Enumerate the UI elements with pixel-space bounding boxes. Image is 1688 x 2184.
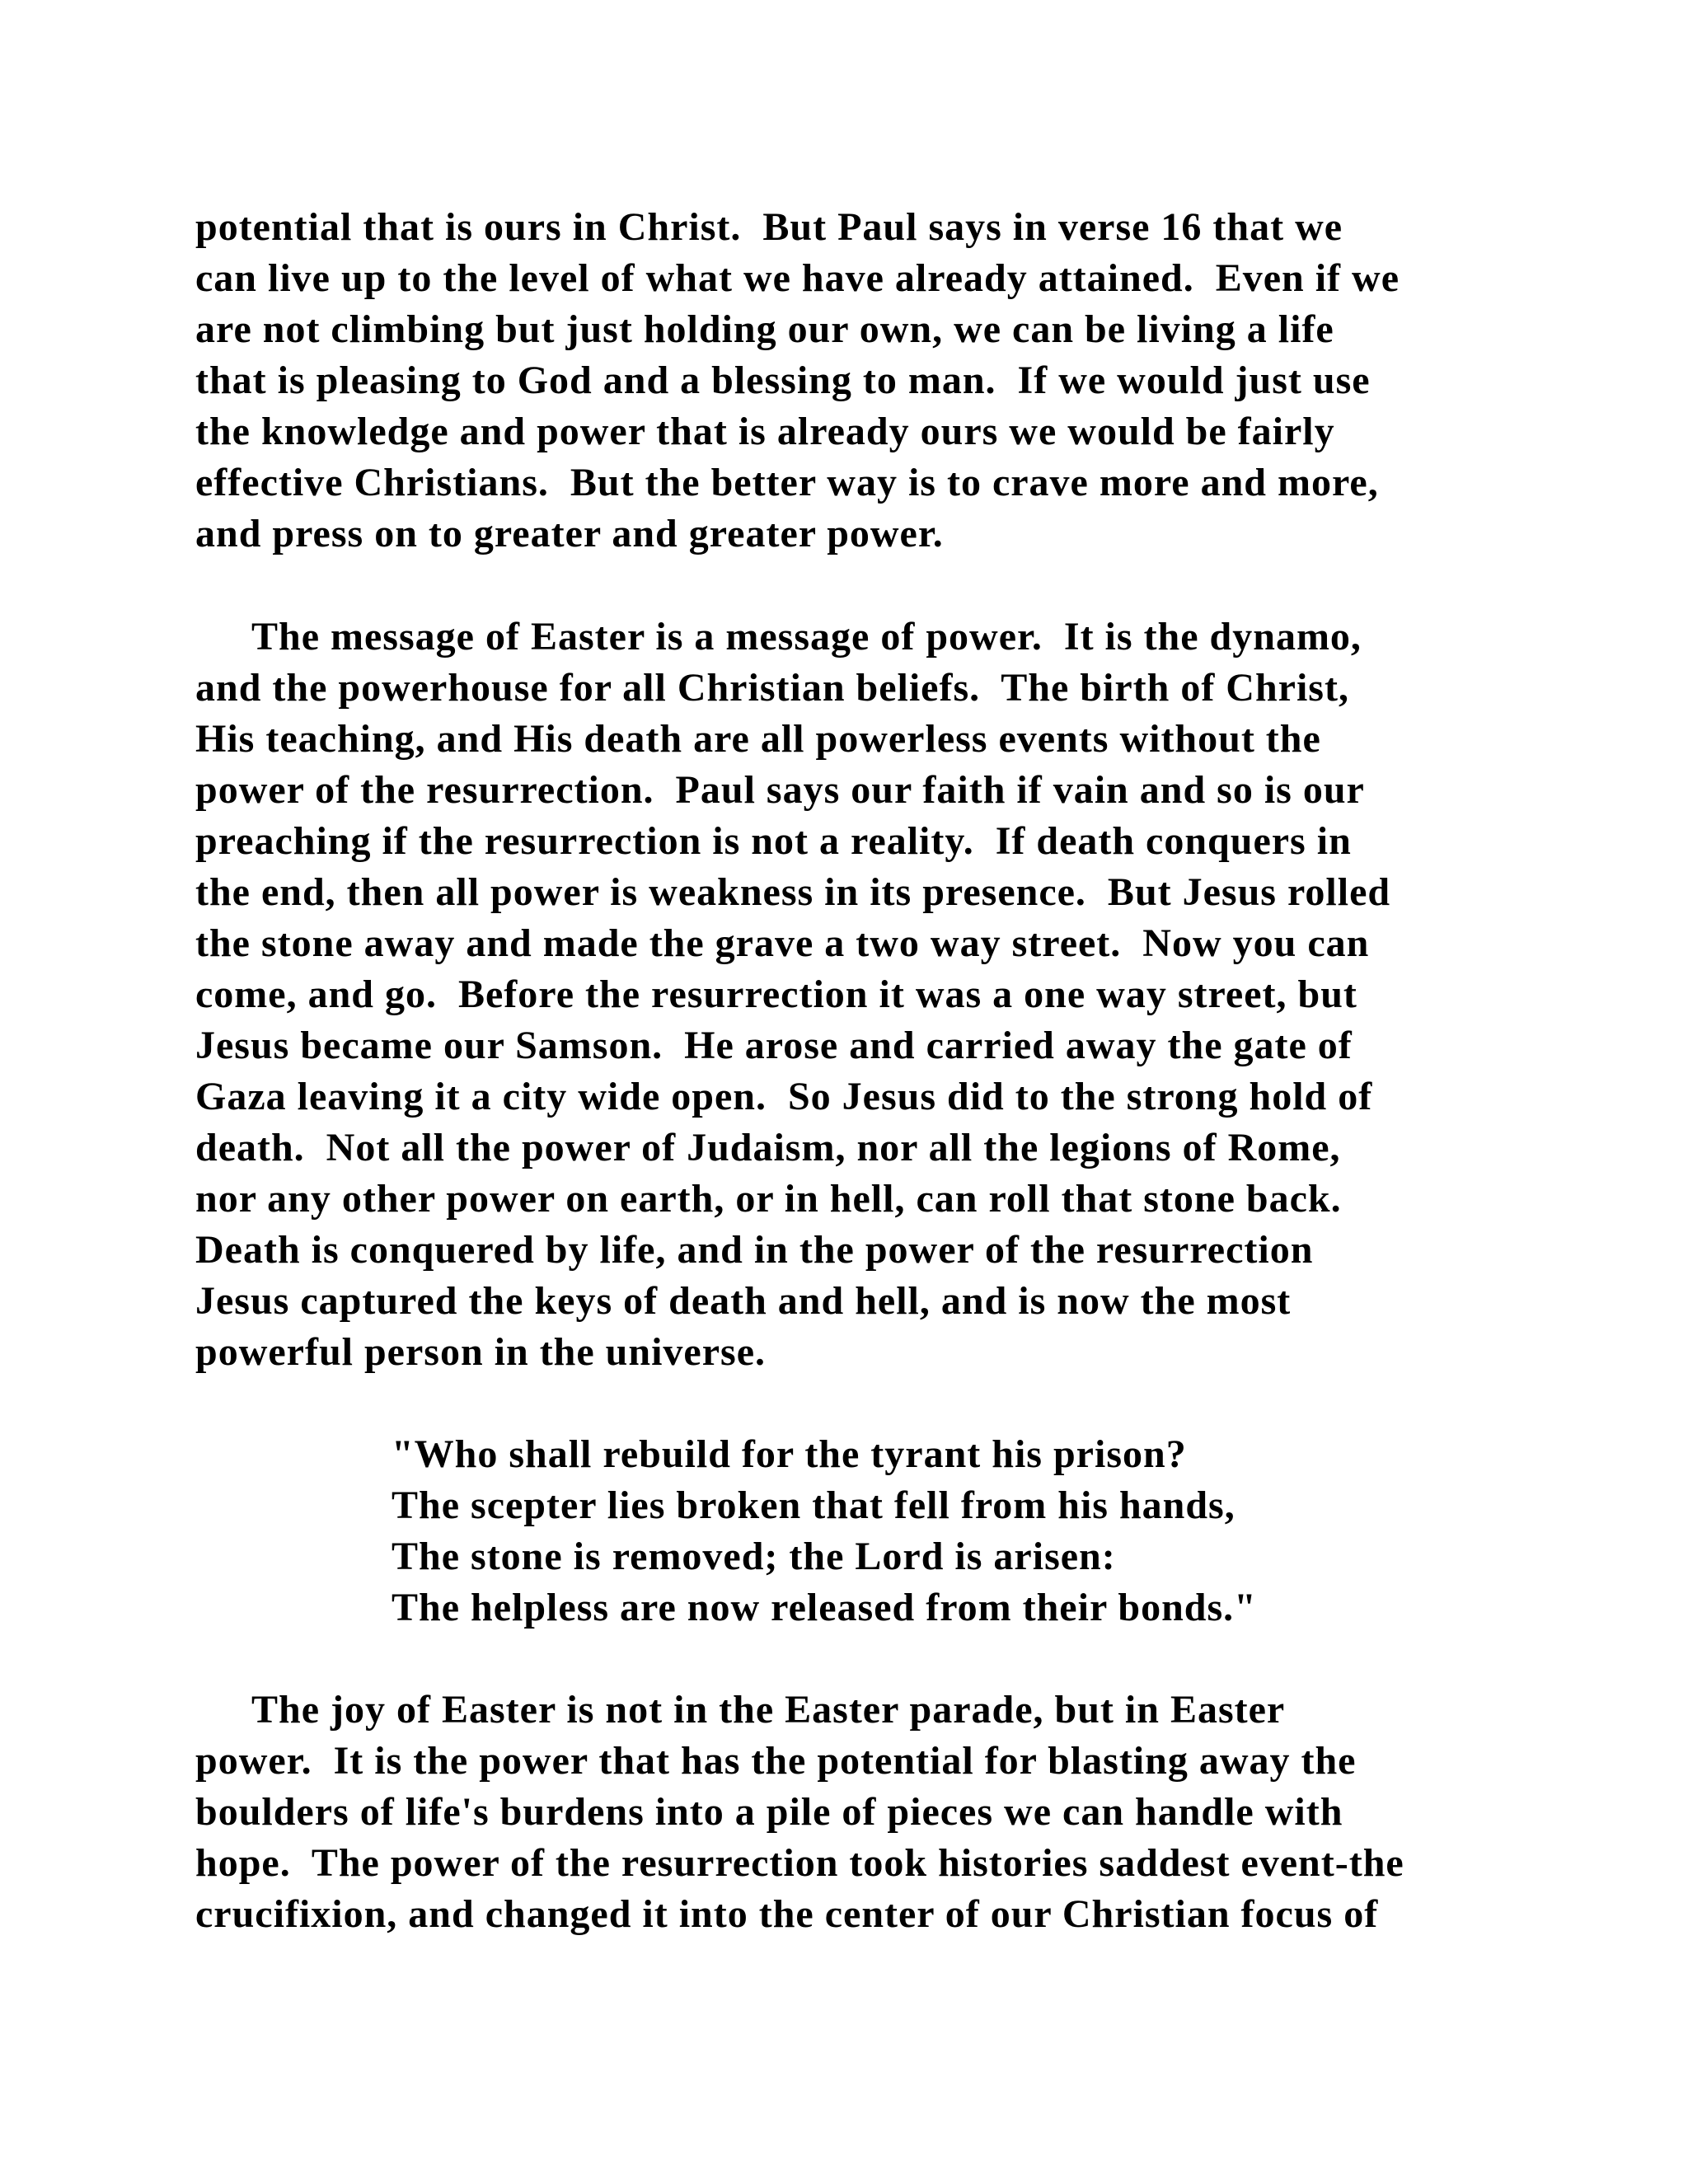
- text-line: potential that is ours in Christ. But Paul says in verse 16 that we: [195, 205, 1343, 249]
- poem-line: The scepter lies broken that fell from his hands,: [392, 1483, 1236, 1527]
- text-line: effective Christians. But the better way is to crave more and more,: [195, 461, 1379, 504]
- text-line: powerful person in the universe.: [195, 1330, 766, 1374]
- text-line: come, and go. Before the resurrection it was a one way street, but: [195, 972, 1357, 1016]
- text-line: can live up to the level of what we have already attained. Even if we: [195, 256, 1400, 300]
- text-line: preaching if the resurrection is not a reality. If death conquers in: [195, 819, 1352, 863]
- text-line: Death is conquered by life, and in the power of the resurrection: [195, 1228, 1314, 1272]
- text-line: the stone away and made the grave a two way street. Now you can: [195, 921, 1370, 965]
- text-line: boulders of life's burdens into a pile of pieces we can handle with: [195, 1790, 1343, 1834]
- poem-line: "Who shall rebuild for the tyrant his prison?: [392, 1432, 1187, 1476]
- text-line: Jesus became our Samson. He arose and carried away the gate of: [195, 1024, 1353, 1067]
- text-line: power. It is the power that has the potential for blasting away the: [195, 1739, 1357, 1783]
- text-line: His teaching, and His death are all powerless events without the: [195, 717, 1321, 761]
- text-line: the end, then all power is weakness in its presence. But Jesus rolled: [195, 870, 1391, 914]
- text-line: the knowledge and power that is already ours we would be fairly: [195, 410, 1335, 453]
- text-line: The message of Easter is a message of power. It is the dynamo,: [251, 615, 1362, 658]
- text-line: Jesus captured the keys of death and hell, and is now the most: [195, 1279, 1292, 1323]
- text-line: death. Not all the power of Judaism, nor all the legions of Rome,: [195, 1126, 1341, 1169]
- text-line: that is pleasing to God and a blessing to man. If we would just use: [195, 359, 1371, 402]
- text-line: are not climbing but just holding our own, we can be living a life: [195, 307, 1334, 351]
- text-line: and press on to greater and greater power.: [195, 512, 944, 555]
- text-line: hope. The power of the resurrection took histories saddest event-the: [195, 1841, 1404, 1885]
- text-line: and the powerhouse for all Christian beliefs. The birth of Christ,: [195, 666, 1349, 710]
- text-line: Gaza leaving it a city wide open. So Jesus did to the strong hold of: [195, 1075, 1373, 1118]
- text-line: power of the resurrection. Paul says our faith if vain and so is our: [195, 768, 1365, 812]
- text-line: nor any other power on earth, or in hell, can roll that stone back.: [195, 1177, 1342, 1221]
- poem-line: The stone is removed; the Lord is arisen:: [392, 1535, 1116, 1578]
- poem-line: The helpless are now released from their bonds.": [392, 1586, 1257, 1629]
- text-line: crucifixion, and changed it into the center of our Christian focus of: [195, 1892, 1379, 1936]
- text-line: The joy of Easter is not in the Easter parade, but in Easter: [251, 1688, 1286, 1732]
